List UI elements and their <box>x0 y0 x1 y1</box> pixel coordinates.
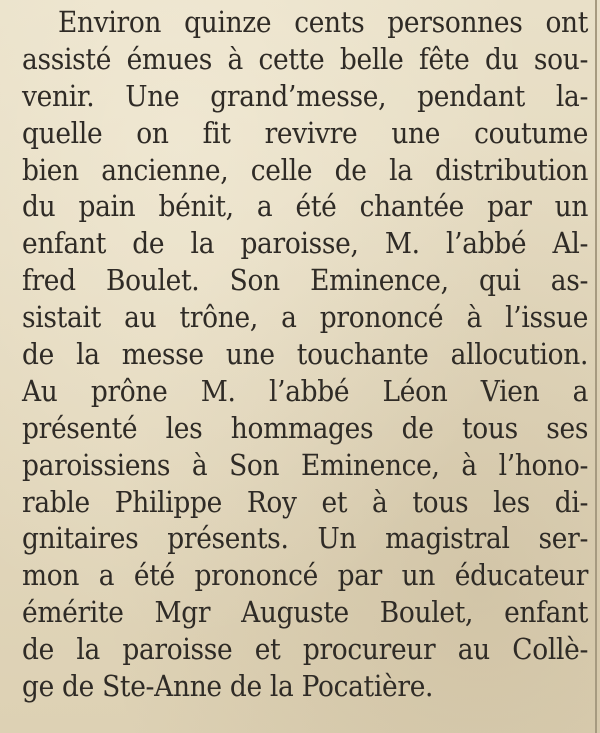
article-column <box>22 4 588 705</box>
article-line-9: sistait au trône, a prononcé à l’issue <box>22 300 589 335</box>
article-line-10: de la messe une touchante allocution. <box>22 337 589 372</box>
article-line-6: du pain bénit, a été chantée par un <box>22 189 589 224</box>
article-line-2: assisté émues à cette belle fête du sou- <box>22 41 589 76</box>
article-line-8: fred Boulet. Son Eminence, qui as- <box>22 263 589 298</box>
article-line-18: de la paroisse et procureur au Collè- <box>22 632 589 667</box>
article-line-11: Au prône M. l’abbé Léon Vien a <box>22 373 589 408</box>
article-line-5: bien ancienne, celle de la distribution <box>22 152 589 187</box>
article-line-15: gnitaires présents. Un magistral ser- <box>22 521 589 556</box>
article-line-17: émérite Mgr Auguste Boulet, enfant <box>22 595 589 630</box>
article-line-14: rable Philippe Roy et à tous les di- <box>22 484 589 519</box>
article-line-13: paroissiens à Son Eminence, à l’hono- <box>22 447 589 482</box>
article-line-3: venir. Une grand’messe, pendant la- <box>22 78 589 113</box>
article-line-16: mon a été prononcé par un éducateur <box>22 558 589 593</box>
article-line-7: enfant de la paroisse, M. l’abbé Al- <box>22 226 589 261</box>
column-rule <box>595 0 597 733</box>
article-line-4: quelle on fit revivre une coutume <box>22 115 589 150</box>
article-line-19: ge de Ste-Anne de la Pocatière. <box>22 669 434 704</box>
article-line-12: présenté les hommages de tous ses <box>22 410 589 445</box>
article-line-1: Environ quinze cents personnes ont <box>58 5 589 39</box>
